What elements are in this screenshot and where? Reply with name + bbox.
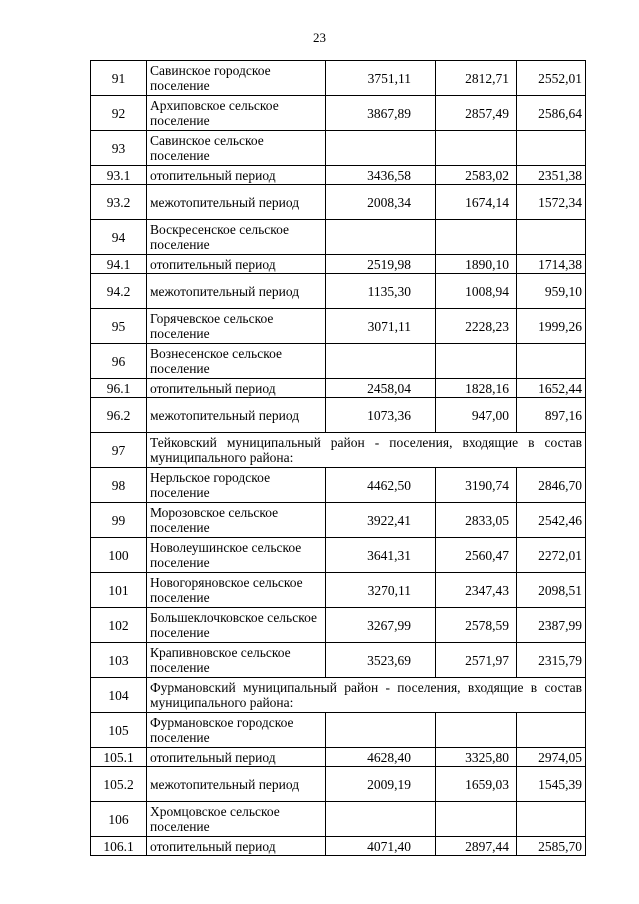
value-cell-1: 2009,19 xyxy=(326,767,436,802)
table-row xyxy=(91,608,586,643)
row-number: 94 xyxy=(91,220,147,255)
value-cell-3: 2552,01 xyxy=(517,61,586,96)
value-cell-2 xyxy=(436,713,517,748)
value-cell-1: 3922,41 xyxy=(326,503,436,538)
table-row xyxy=(91,802,586,837)
row-number: 96.1 xyxy=(91,379,147,398)
value-cell-3: 2974,05 xyxy=(517,748,586,767)
value-cell-3 xyxy=(517,713,586,748)
value-cell-1: 3751,11 xyxy=(326,61,436,96)
value-cell-3: 2586,64 xyxy=(517,96,586,131)
value-cell-3 xyxy=(517,220,586,255)
table-row xyxy=(91,837,586,856)
value-cell-2: 2812,71 xyxy=(436,61,517,96)
settlement-name: отопительный период xyxy=(147,255,326,274)
table-row xyxy=(91,538,586,573)
table-row xyxy=(91,433,586,468)
row-number: 100 xyxy=(91,538,147,573)
table-row xyxy=(91,503,586,538)
table-row xyxy=(91,573,586,608)
value-cell-2: 2228,23 xyxy=(436,309,517,344)
settlement-name: Морозовское сельское поселение xyxy=(147,503,326,538)
value-cell-3 xyxy=(517,131,586,166)
value-cell-2 xyxy=(436,802,517,837)
table-body xyxy=(91,61,586,856)
value-cell-3: 2272,01 xyxy=(517,538,586,573)
value-cell-2: 1674,14 xyxy=(436,185,517,220)
value-cell-3: 2351,38 xyxy=(517,166,586,185)
table-row xyxy=(91,379,586,398)
settlement-name: Вознесенское сельское поселение xyxy=(147,344,326,379)
value-cell-2: 3190,74 xyxy=(436,468,517,503)
row-number: 101 xyxy=(91,573,147,608)
value-cell-2: 2833,05 xyxy=(436,503,517,538)
value-cell-2: 2571,97 xyxy=(436,643,517,678)
value-cell-1: 4462,50 xyxy=(326,468,436,503)
settlement-name: Савинское городское поселение xyxy=(147,61,326,96)
value-cell-1 xyxy=(326,713,436,748)
table-row xyxy=(91,309,586,344)
district-heading: Тейковский муниципальный район - поселения, входящие в состав муниципального района: xyxy=(147,433,586,468)
row-number: 105.1 xyxy=(91,748,147,767)
value-cell-1 xyxy=(326,220,436,255)
value-cell-1: 4071,40 xyxy=(326,837,436,856)
row-number: 93.2 xyxy=(91,185,147,220)
table-row xyxy=(91,96,586,131)
value-cell-3: 1999,26 xyxy=(517,309,586,344)
settlement-name: межотопительный период xyxy=(147,274,326,309)
row-number: 106.1 xyxy=(91,837,147,856)
row-number: 99 xyxy=(91,503,147,538)
settlement-name: Савинское сельское поселение xyxy=(147,131,326,166)
row-number: 102 xyxy=(91,608,147,643)
value-cell-2: 1008,94 xyxy=(436,274,517,309)
settlement-name: Большеклочковское сельское поселение xyxy=(147,608,326,643)
value-cell-3: 2846,70 xyxy=(517,468,586,503)
value-cell-1: 2458,04 xyxy=(326,379,436,398)
value-cell-1: 3270,11 xyxy=(326,573,436,608)
table-row xyxy=(91,678,586,713)
value-cell-3: 1714,38 xyxy=(517,255,586,274)
row-number: 91 xyxy=(91,61,147,96)
value-cell-2: 2347,43 xyxy=(436,573,517,608)
row-number: 93 xyxy=(91,131,147,166)
page-number: 23 xyxy=(313,30,326,45)
table-row xyxy=(91,185,586,220)
settlement-name: Хромцовское сельское поселение xyxy=(147,802,326,837)
value-cell-2: 2897,44 xyxy=(436,837,517,856)
value-cell-3: 1652,44 xyxy=(517,379,586,398)
row-number: 103 xyxy=(91,643,147,678)
row-number: 95 xyxy=(91,309,147,344)
value-cell-1: 3641,31 xyxy=(326,538,436,573)
value-cell-1: 2008,34 xyxy=(326,185,436,220)
table-row xyxy=(91,713,586,748)
table-row xyxy=(91,398,586,433)
value-cell-1 xyxy=(326,344,436,379)
table-row xyxy=(91,468,586,503)
value-cell-2: 1890,10 xyxy=(436,255,517,274)
settlement-name: Новолеушинское сельское поселение xyxy=(147,538,326,573)
value-cell-3: 2387,99 xyxy=(517,608,586,643)
settlement-name: отопительный период xyxy=(147,379,326,398)
tariff-table xyxy=(90,60,586,856)
value-cell-2: 2583,02 xyxy=(436,166,517,185)
table-row xyxy=(91,643,586,678)
value-cell-1: 3523,69 xyxy=(326,643,436,678)
value-cell-2: 1828,16 xyxy=(436,379,517,398)
value-cell-1: 3867,89 xyxy=(326,96,436,131)
settlement-name: межотопительный период xyxy=(147,398,326,433)
row-number: 96.2 xyxy=(91,398,147,433)
row-number: 98 xyxy=(91,468,147,503)
row-number: 94.2 xyxy=(91,274,147,309)
settlement-name: Новогоряновское сельское поселение xyxy=(147,573,326,608)
value-cell-1: 2519,98 xyxy=(326,255,436,274)
value-cell-3 xyxy=(517,344,586,379)
row-number: 97 xyxy=(91,433,147,468)
row-number: 104 xyxy=(91,678,147,713)
settlement-name: Горячевское сельское поселение xyxy=(147,309,326,344)
value-cell-2: 1659,03 xyxy=(436,767,517,802)
settlement-name: отопительный период xyxy=(147,837,326,856)
settlement-name: Крапивновское сельское поселение xyxy=(147,643,326,678)
value-cell-2 xyxy=(436,344,517,379)
settlement-name: Фурмановское городское поселение xyxy=(147,713,326,748)
settlement-name: Нерльское городское поселение xyxy=(147,468,326,503)
value-cell-3: 897,16 xyxy=(517,398,586,433)
value-cell-1 xyxy=(326,802,436,837)
value-cell-3: 959,10 xyxy=(517,274,586,309)
value-cell-3: 1572,34 xyxy=(517,185,586,220)
settlement-name: отопительный период xyxy=(147,748,326,767)
value-cell-2: 3325,80 xyxy=(436,748,517,767)
value-cell-1: 3436,58 xyxy=(326,166,436,185)
table-row xyxy=(91,220,586,255)
value-cell-3 xyxy=(517,802,586,837)
district-heading: Фурмановский муниципальный район - поселения, входящие в состав муниципального района: xyxy=(147,678,586,713)
table-row xyxy=(91,61,586,96)
settlement-name: отопительный период xyxy=(147,166,326,185)
value-cell-1: 3267,99 xyxy=(326,608,436,643)
settlement-name: межотопительный период xyxy=(147,767,326,802)
value-cell-2: 2578,59 xyxy=(436,608,517,643)
row-number: 92 xyxy=(91,96,147,131)
table-row xyxy=(91,748,586,767)
value-cell-2 xyxy=(436,131,517,166)
table-row xyxy=(91,255,586,274)
row-number: 105 xyxy=(91,713,147,748)
row-number: 93.1 xyxy=(91,166,147,185)
value-cell-1: 1073,36 xyxy=(326,398,436,433)
value-cell-3: 2542,46 xyxy=(517,503,586,538)
value-cell-2: 947,00 xyxy=(436,398,517,433)
row-number: 105.2 xyxy=(91,767,147,802)
table-row xyxy=(91,166,586,185)
settlement-name: межотопительный период xyxy=(147,185,326,220)
value-cell-2 xyxy=(436,220,517,255)
row-number: 106 xyxy=(91,802,147,837)
value-cell-3: 2098,51 xyxy=(517,573,586,608)
value-cell-3: 2315,79 xyxy=(517,643,586,678)
value-cell-3: 2585,70 xyxy=(517,837,586,856)
table-row xyxy=(91,767,586,802)
value-cell-1: 3071,11 xyxy=(326,309,436,344)
value-cell-1 xyxy=(326,131,436,166)
table-row xyxy=(91,131,586,166)
settlement-name: Архиповское сельское поселение xyxy=(147,96,326,131)
table-row xyxy=(91,344,586,379)
value-cell-2: 2560,47 xyxy=(436,538,517,573)
settlement-name: Воскресенское сельское поселение xyxy=(147,220,326,255)
value-cell-1: 1135,30 xyxy=(326,274,436,309)
value-cell-3: 1545,39 xyxy=(517,767,586,802)
value-cell-2: 2857,49 xyxy=(436,96,517,131)
table-row xyxy=(91,274,586,309)
value-cell-1: 4628,40 xyxy=(326,748,436,767)
row-number: 94.1 xyxy=(91,255,147,274)
row-number: 96 xyxy=(91,344,147,379)
